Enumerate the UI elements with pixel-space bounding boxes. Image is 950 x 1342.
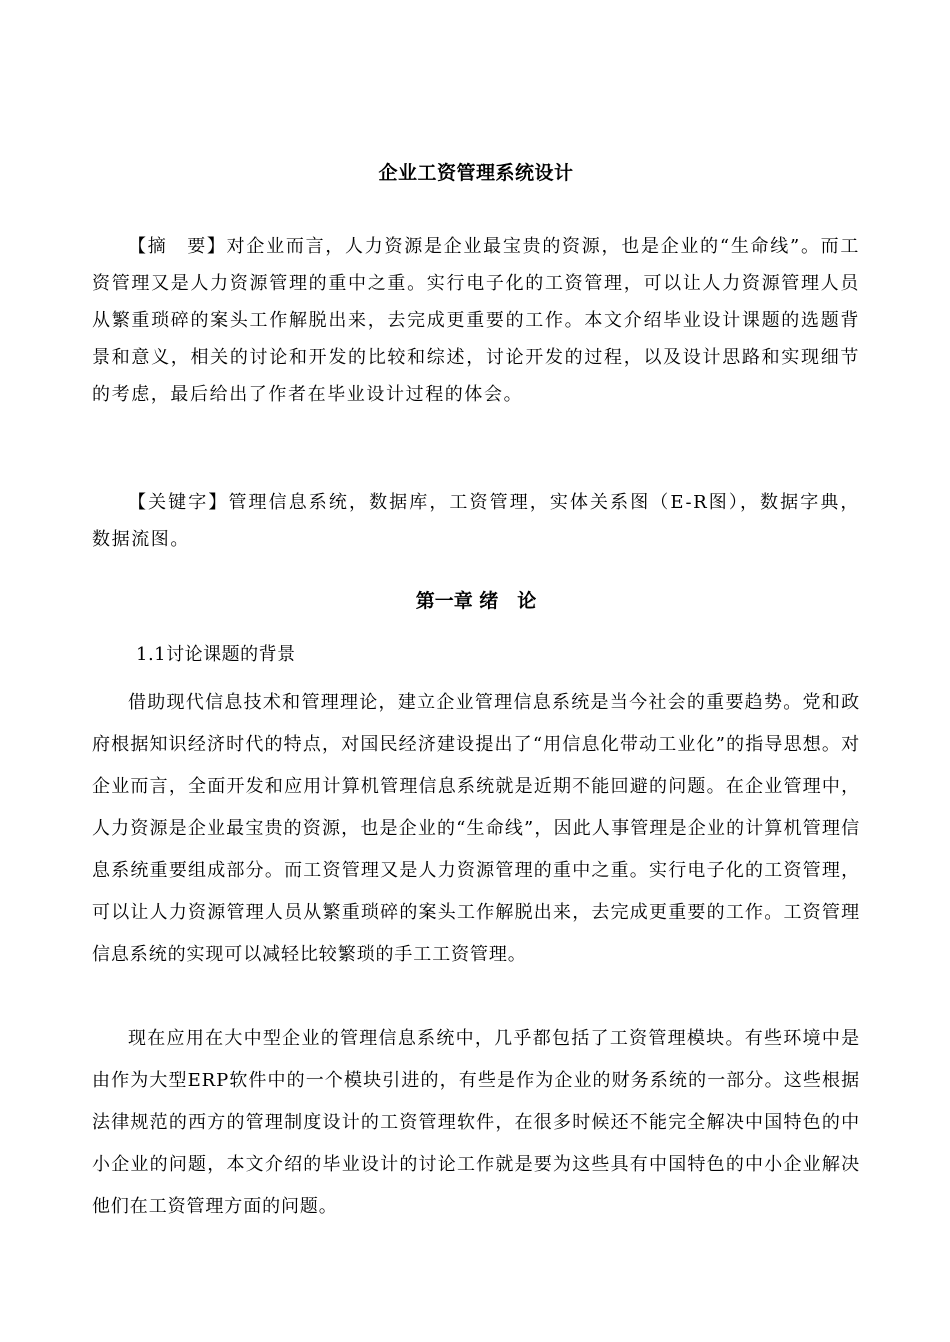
keywords-text: 管理信息系统，数据库，工资管理，实体关系图（E-R图），数据字典，数据流图。 [92, 492, 861, 550]
body-paragraph: 借助现代信息技术和管理理论，建立企业管理信息系统是当今社会的重要趋势。党和政府根据知识经济时代的特点，对国民经济建设提出了“用信息化带动工业化”的指导思想。对企业而言，全面开发和应用计算机管理信息系统就是近期不能回避的问题。在企业管理中，人力资源是企业最宝贵的资源，也是企业的“生命线”，因此人事管理是企业的计算机管理信息系统重要组成部分。而工资管理又是人力资源管理的重中之重。实行电子化的工资管理，可以让人力资源管理人员从繁重琐碎的案头工作解脱出来，去完成更重要的工作。工资管理信息系统的实现可以减轻比较繁琐的手工工资管理。 [92, 692, 860, 965]
document-title: 企业工资管理系统设计 [378, 162, 574, 184]
section-title: 1.1讨论课题的背景 [136, 644, 296, 665]
abstract-label: 【摘 要】 [128, 236, 227, 257]
abstract-paragraph [92, 228, 860, 413]
chapter-title: 第一章 绪 论 [415, 590, 537, 612]
keywords-label: 【关键字】 [128, 492, 229, 513]
abstract-text: 对企业而言，人力资源是企业最宝贵的资源，也是企业的“生命线”。而工资管理又是人力资源管理的重中之重。实行电子化的工资管理，可以让人力资源管理人员从繁重琐碎的案头工作解脱出来，去完成更重要的工作。本文介绍毕业设计课题的选题背景和意义，相关的讨论和开发的比较和综述，讨论开发的过程，以及设计思路和实现细节的考虑，最后给出了作者在毕业设计过程的体会。 [92, 236, 861, 405]
keywords-paragraph [92, 484, 860, 558]
body-paragraph: 现在应用在大中型企业的管理信息系统中，几乎都包括了工资管理模块。有些环境中是由作为大型ERP软件中的一个模块引进的，有些是作为企业的财务系统的一部分。这些根据法律规范的西方的管理制度设计的工资管理软件，在很多时候还不能完全解决中国特色的中小企业的问题，本文介绍的毕业设计的讨论工作就是要为这些具有中国特色的中小企业解决他们在工资管理方面的问题。 [92, 1028, 860, 1217]
